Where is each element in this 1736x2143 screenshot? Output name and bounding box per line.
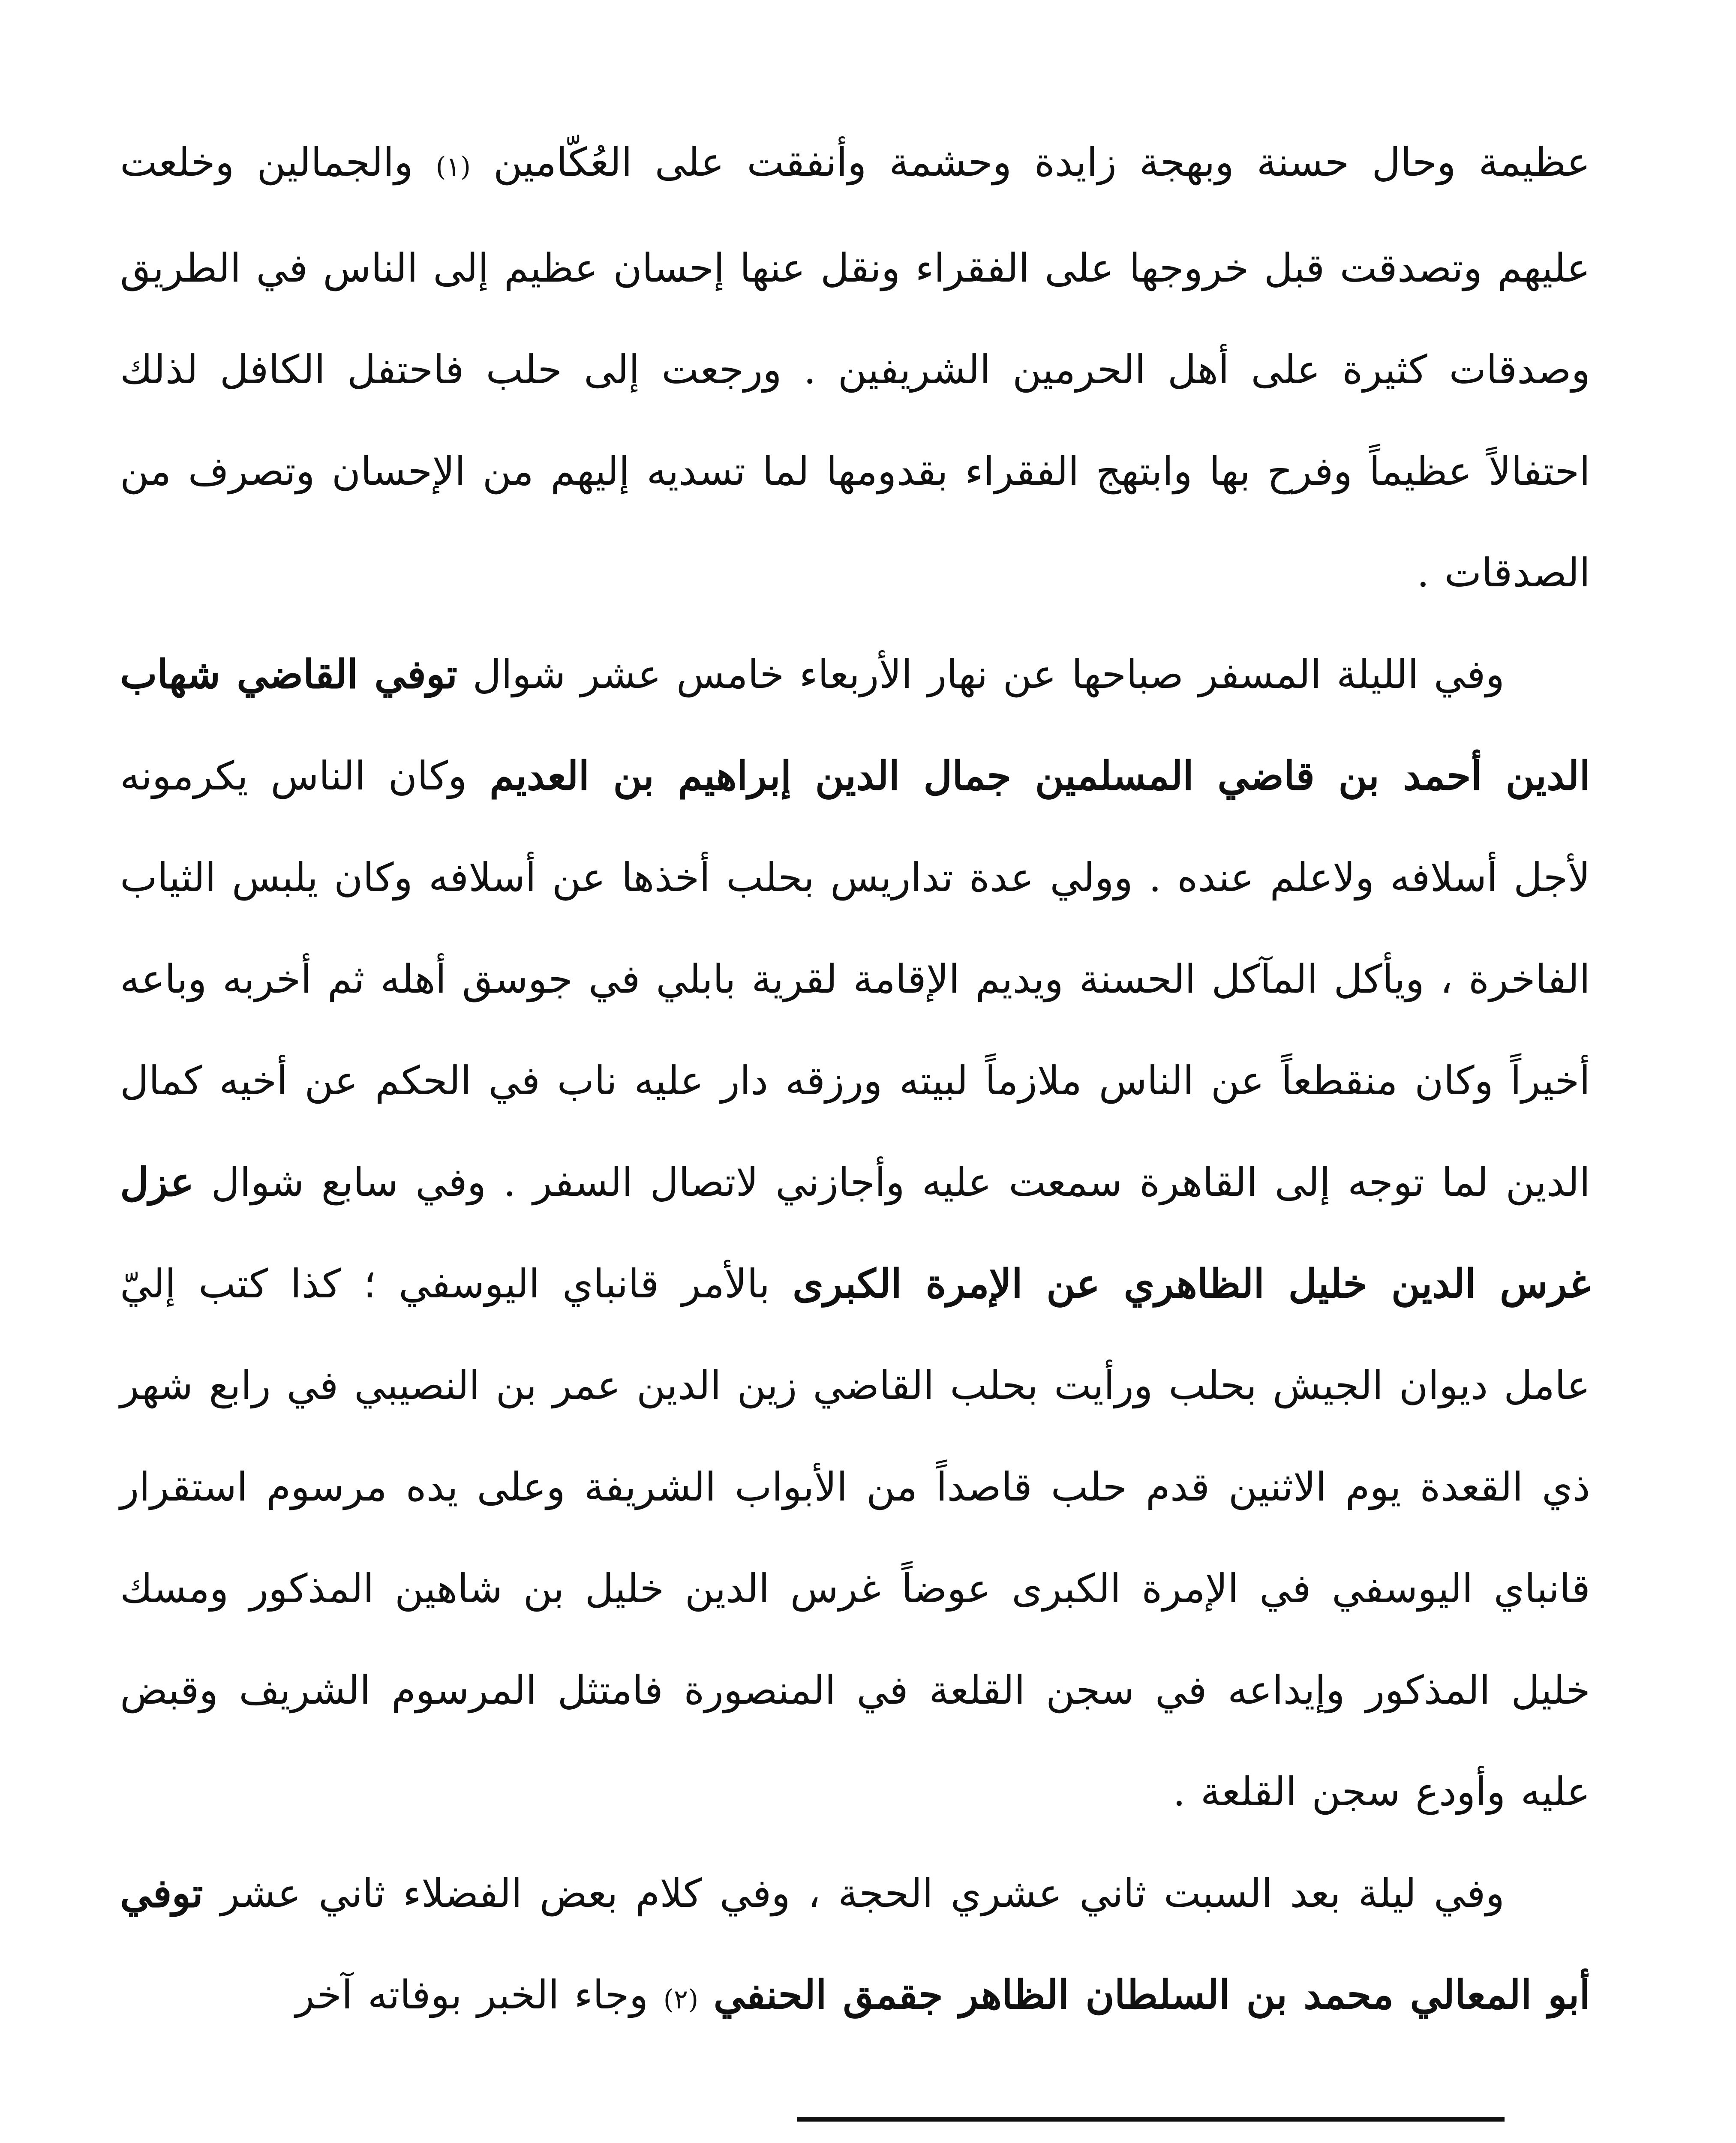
text-segment: والجمالين وخلعت عليهم وتصدقت قبل خروجها على الفقراء ونقل عنها إحسان عظيم إلى الناس في الطريق وصدقات كثيرة على أهل الحرمين الشريفين . ورجعت إلى حلب فاحتفل الكافل لذلك احتفالاً عظيماً وفرح بها وابتهج الفقراء بقدومها لما تسديه إليهم من الإحسان وتصرف من الصدقات . xyxy=(120,139,1590,596)
bold-heading-dismissal: عزل غرس الدين خليل الظاهري عن الإمرة الكبرى xyxy=(120,1159,1590,1307)
paragraph-3 xyxy=(120,1843,1590,2050)
bold-heading-death-notice: توفي القاضي شهاب الدين أحمد بن قاضي المسلمين جمال الدين إبراهيم بن العديم xyxy=(120,651,1591,799)
text-segment: وجاء الخبر بوفاته آخر xyxy=(295,1972,664,2018)
bold-heading-death-notice: توفي أبو المعالي محمد بن السلطان الظاهر جقمق الحنفي xyxy=(120,1870,1590,2018)
paragraph-1 xyxy=(120,111,1590,624)
text-segment: وفي ليلة بعد السبت ثاني عشري الحجة ، وفي كلام بعض الفضلاء ثاني عشر xyxy=(203,1870,1505,1916)
footnote-divider xyxy=(797,2117,1505,2122)
paragraph-2 xyxy=(120,624,1590,1843)
text-segment: بالأمر قانباي اليوسفي ؛ كذا كتب إليّ عامل ديوان الجيش بحلب ورأيت بحلب القاضي زين الدين عمر بن النصيبي في رابع شهر ذي القعدة يوم الاثنين قدم حلب قاصداً من الأبواب الشريفة وعلى يده مرسوم استقرار قانباي اليوسفي في الإمرة الكبرى عوضاً غرس الدين خليل بن شاهين المذكور ومسك خليل المذكور وإيداعه في سجن القلعة في المنصورة فامتثل المرسوم الشريف وقبض عليه وأودع سجن القلعة . xyxy=(120,1261,1590,1815)
text-segment: وفي الليلة المسفر صباحها عن نهار الأربعاء خامس عشر شوال xyxy=(457,651,1505,697)
text-segment: عظيمة وحال حسنة وبهجة زايدة وحشمة وأنفقت على العُكّامين xyxy=(471,139,1590,185)
footnote-ref-1: (١) xyxy=(436,151,471,182)
footnote-ref-2: (٢) xyxy=(663,1984,699,2015)
text-segment xyxy=(698,1972,713,2018)
text-segment: وكان الناس يكرمونه لأجل أسلافه ولاعلم عنده . وولي عدة تداريس بحلب أخذها عن أسلافه وكان يلبس الثياب الفاخرة ، ويأكل المآكل الحسنة ويديم الإقامة لقرية بابلي في جوسق أهله ثم أخربه وباعه أخيراً وكان منقطعاً عن الناس ملازماً لبيته ورزقه دار عليه ناب في الحكم عن أخيه كمال الدين لما توجه إلى القاهرة سمعت عليه وأجازني لاتصال السفر . وفي سابع شوال xyxy=(120,753,1590,1205)
body-text xyxy=(120,111,1590,2050)
